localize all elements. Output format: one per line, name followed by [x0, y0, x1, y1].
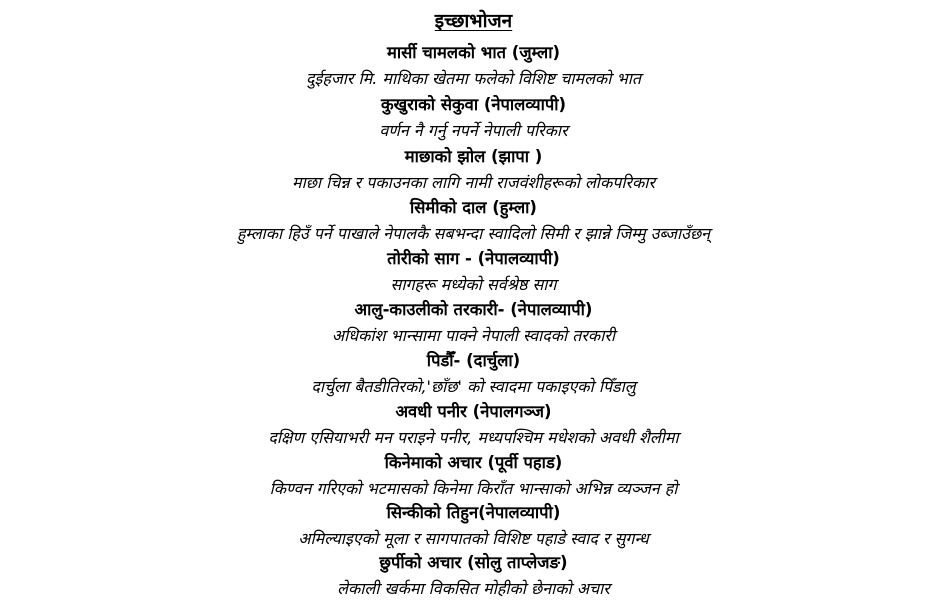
dish-description: अधिकांश भान्सामा पाक्ने नेपाली स्वादको तरकारी: [331, 326, 616, 345]
dish-description: हुम्लाका हिउँ पर्ने पाखाले नेपालकै सबभन्दा स्वादिलो सिमी र झान्ने जिम्मु उब्जाउँछन्: [236, 224, 711, 243]
dish-description: अमिल्याइएको मूला र सागपातको विशिष्ट पहाडे स्वाद र सुगन्ध: [298, 529, 649, 548]
dish-description: लेकाली खर्कमा विकसित मोहीको छेनाको अचार: [337, 579, 610, 598]
dish-name: आलु-काउलीको तरकारी- (नेपालव्यापी): [354, 300, 593, 319]
dish-item: [0, 348, 947, 400]
dish-item: [0, 92, 947, 144]
dish-name: माछाको झोल (झापा ): [404, 147, 543, 166]
dish-description: सागहरू मध्येको सर्वश्रेष्ठ साग: [390, 275, 557, 294]
dish-item: [0, 40, 947, 92]
dish-description: दक्षिण एसियाभरी मन पराइने पनीर, मध्यपश्चिम मधेशको अवधी शैलीमा: [268, 428, 679, 447]
dish-item: [0, 500, 947, 552]
menu-title: इच्छाभोजन: [434, 10, 513, 32]
dish-description: वर्णन नै गर्नु नपर्ने नेपाली परिकार: [379, 121, 568, 140]
dish-item: [0, 144, 947, 196]
dish-description: माछा चिन्न र पकाउनका लागि नामी राजवंशीहरूको लोकपरिकार: [292, 173, 655, 192]
dish-name: अवधी पनीर (नेपालगञ्ज): [395, 402, 552, 421]
dish-item: [0, 297, 947, 349]
dish-item: [0, 399, 947, 451]
dish-description: किण्वन गरिएको भटमासको किनेमा किराँत भान्साको अभिन्न व्यञ्जन हो: [269, 479, 678, 498]
dish-name: किनेमाको अचार (पूर्वी पहाड): [384, 453, 563, 472]
dish-item: [0, 195, 947, 247]
dish-name: सिमीको दाल (हुम्ला): [410, 198, 537, 217]
dish-name: कुखुराको सेकुवा (नेपालव्यापी): [380, 95, 567, 114]
dish-name: मार्सी चामलको भात (जुम्ला): [386, 43, 561, 62]
dish-name: पिडौँ- (दार्चुला): [426, 351, 521, 370]
dish-name: सिन्कीको तिहुन(नेपालव्यापी): [386, 503, 561, 522]
dish-item: [0, 450, 947, 502]
dish-description: दार्चुला बैतडीतिरको,'छाँछ' को स्वादमा पकाइएको पिँडालु: [311, 377, 636, 396]
dish-item: [0, 550, 947, 602]
dish-name: तोरीको साग - (नेपालव्यापी): [387, 249, 560, 268]
dish-item: [0, 246, 947, 298]
dish-description: दुईहजार मि. माथिका खेतमा फलेको विशिष्ट चामलको भात: [306, 69, 641, 88]
dish-name: छुर्पीको अचार (सोलु ताप्लेजङ): [379, 553, 568, 572]
